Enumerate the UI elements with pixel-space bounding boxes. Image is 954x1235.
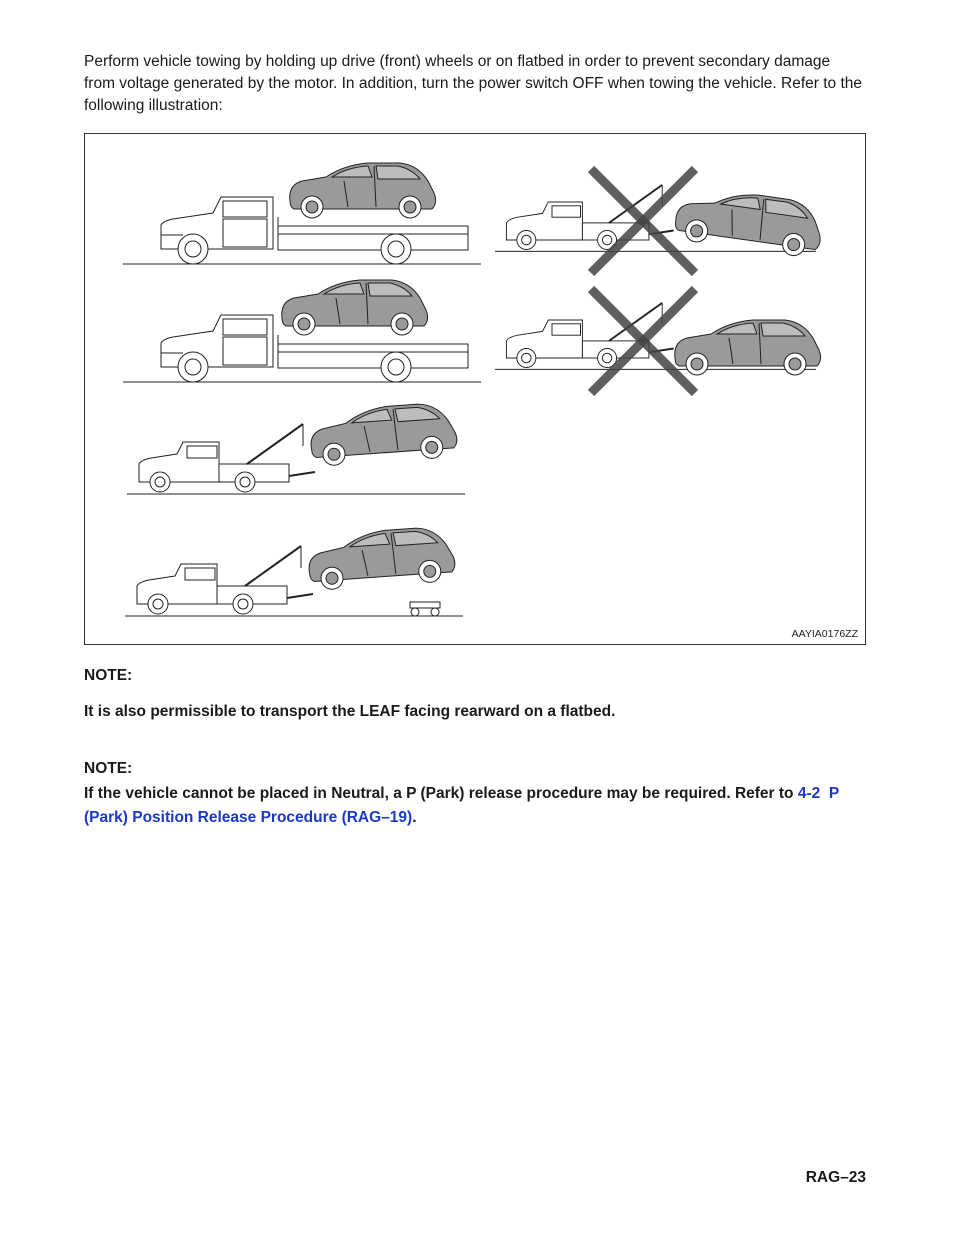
note-text-2: [84, 782, 874, 830]
note-label-2: NOTE:: [84, 760, 133, 777]
link-title: P (Park) Position Release Procedure (RAG–19): [84, 785, 839, 826]
note-label-1: NOTE:: [84, 667, 133, 684]
incorrect-rear-lift-illustration: [495, 169, 825, 273]
towing-illustration: [84, 133, 866, 645]
intro-paragraph: Perform vehicle towing by holding up drive (front) wheels or on flatbed in order to prevent secondary damage from voltage generated by the motor. In addition, turn the power switch OFF when towing the vehicle. Refer to the following illustration:: [84, 53, 862, 114]
note-text-2-body: If the vehicle cannot be placed in Neutral, a P (Park) release procedure may be required. Refer to: [84, 785, 798, 802]
flatbed-rearward-illustration: [123, 280, 481, 382]
page-number: RAG–23: [805, 1169, 866, 1186]
incorrect-dolly-rear-illustration: [495, 289, 821, 393]
note-text-2-end: .: [412, 809, 417, 826]
figure-code: AAYIA0176ZZ: [791, 628, 858, 640]
wrecker-dolly-illustration: [125, 526, 463, 616]
wrecker-front-lift-illustration: [127, 402, 465, 494]
towing-diagram: [85, 134, 865, 644]
note-text-1: It is also permissible to transport the LEAF facing rearward on a flatbed.: [84, 703, 616, 720]
flatbed-forward-illustration: [123, 163, 481, 264]
link-section-number: 4-2: [797, 785, 821, 802]
